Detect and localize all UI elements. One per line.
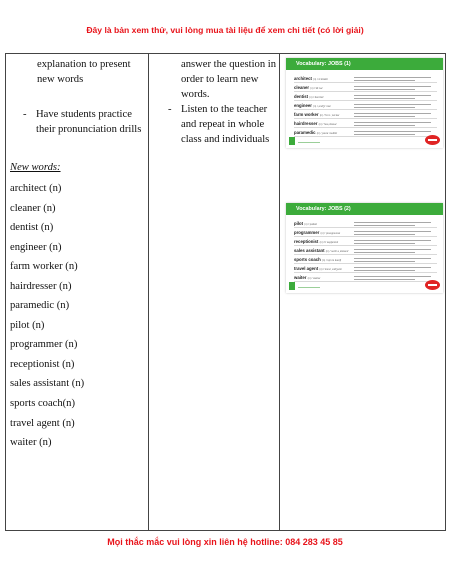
slide-pos: (n) /ˈtrævl ˌeɪdʒənt/ — [319, 268, 342, 271]
slide-word: waiter — [294, 275, 307, 280]
slide-row — [294, 274, 437, 282]
publisher-logo-icon — [425, 135, 440, 145]
slide-row — [294, 93, 437, 101]
word-item: dentist (n) — [10, 222, 54, 234]
slide-row — [294, 220, 437, 228]
slide-row — [294, 256, 437, 264]
slide-word: dentist — [294, 94, 309, 99]
bullet-dash: - — [168, 104, 172, 115]
slide-pos: (n) /ˈspɔːts kəʊtʃ/ — [321, 259, 342, 262]
students-bullet-text: Listen to the teacher and repeat in whole class and individuals — [181, 104, 270, 145]
word-item: programmer (n) — [10, 339, 78, 351]
slide-pos: (n) /ˈkliːnə/ — [310, 87, 323, 90]
definition-lines — [352, 247, 437, 254]
procedure-text: explanation to present new words — [37, 59, 131, 85]
slide-word: travel agent — [294, 266, 319, 271]
slide-pos: (n) /ˌpærəˈmedɪk/ — [316, 132, 338, 135]
definition-lines — [352, 229, 437, 236]
procedure-bullet-text: Have students practice their pronunciation drills — [36, 109, 142, 135]
slide-word: cleaner — [294, 85, 310, 90]
bullet-dash: - — [23, 109, 27, 120]
slide-title: Vocabulary: JOBS (1) — [286, 58, 443, 70]
word-item: waiter (n) — [10, 437, 52, 449]
slide-row — [294, 102, 437, 110]
definition-lines — [352, 93, 437, 100]
definition-lines — [352, 75, 437, 82]
slide-footer-mark — [289, 282, 295, 290]
slide-word: farm worker — [294, 112, 319, 117]
word-item: engineer (n) — [10, 241, 62, 253]
slide-row — [294, 120, 437, 128]
hotline-notice: Mọi thắc mắc vui lòng xin liên hệ hotline: 084 283 45 85 — [107, 537, 343, 547]
definition-lines — [352, 274, 437, 281]
word-item: sports coach(n) — [10, 398, 76, 410]
slide-pos: (n) /ˈweɪtə/ — [307, 277, 321, 280]
definition-lines — [352, 265, 437, 272]
slide-word: paramedic — [294, 130, 316, 135]
column-procedure — [6, 54, 149, 530]
vocab-slide-2 — [286, 203, 443, 293]
slide-word: engineer — [294, 103, 312, 108]
word-item: paramedic (n) — [10, 300, 70, 312]
slide-pos: (n) /ˈfɑːm ˌwɜːkə/ — [319, 114, 340, 117]
slide-word: architect — [294, 76, 312, 81]
slide-word: programmer — [294, 230, 320, 235]
definition-lines — [352, 129, 437, 136]
slide-footer-mark — [289, 137, 295, 145]
word-item: receptionist (n) — [10, 358, 75, 370]
column-students — [149, 54, 280, 530]
new-words-list — [10, 179, 84, 453]
publisher-logo-icon — [425, 280, 440, 290]
definition-lines — [352, 220, 437, 227]
slide-row — [294, 265, 437, 273]
slide-pos: (n) /ˈprəʊɡræmə/ — [320, 232, 341, 235]
slide-row — [294, 75, 437, 83]
new-words-heading: New words: — [10, 162, 61, 173]
definition-lines — [352, 238, 437, 245]
slide-footer-line — [298, 287, 320, 289]
slide-word: hairdresser — [294, 121, 318, 126]
slide-row — [294, 247, 437, 255]
vocab-slide-1 — [286, 58, 443, 148]
word-item: sales assistant (n) — [10, 378, 85, 390]
definition-lines — [352, 111, 437, 118]
slide-pos: (n) /ˈheəˌdresə/ — [318, 123, 337, 126]
word-item: pilot (n) — [10, 319, 45, 331]
slide-row — [294, 229, 437, 237]
slide-pos: (n) /ˈɑːkɪtekt/ — [313, 78, 328, 81]
slide-title: Vocabulary: JOBS (2) — [286, 203, 443, 215]
slide-row — [294, 111, 437, 119]
word-item: travel agent (n) — [10, 417, 75, 429]
slide-pos: (n) /ˈseɪlz əˌsɪstənt/ — [325, 250, 349, 253]
slide-word: sports coach — [294, 257, 321, 262]
word-item: architect (n) — [10, 183, 62, 194]
slide-word: pilot — [294, 221, 304, 226]
preview-notice: Đây là bản xem thử, vui lòng mua tài liệu để xem chi tiết (có lời giải) — [86, 25, 364, 35]
definition-lines — [352, 256, 437, 263]
word-item: cleaner (n) — [10, 202, 56, 214]
definition-lines — [352, 120, 437, 127]
slide-pos: (n) /ˈdentɪst/ — [309, 96, 324, 99]
slide-word: receptionist — [294, 239, 319, 244]
word-item: hairdresser (n) — [10, 280, 72, 292]
slide-footer-line — [298, 142, 320, 144]
slide-row — [294, 84, 437, 92]
definition-lines — [352, 84, 437, 91]
students-bullet — [168, 102, 278, 147]
definition-lines — [352, 102, 437, 109]
slide-row — [294, 238, 437, 246]
students-text: answer the question in order to learn new words. — [181, 59, 277, 100]
slide-pos: (n) /ˌendʒɪˈnɪə/ — [313, 105, 331, 108]
procedure-bullet — [23, 107, 147, 137]
word-item: farm worker (n) — [10, 261, 78, 273]
slide-word: sales assistant — [294, 248, 325, 253]
slide-row — [294, 129, 437, 137]
slide-pos: (n) /ˈpaɪlət/ — [304, 223, 318, 226]
slide-pos: (n) /rɪˈsepʃənɪst/ — [319, 241, 339, 244]
